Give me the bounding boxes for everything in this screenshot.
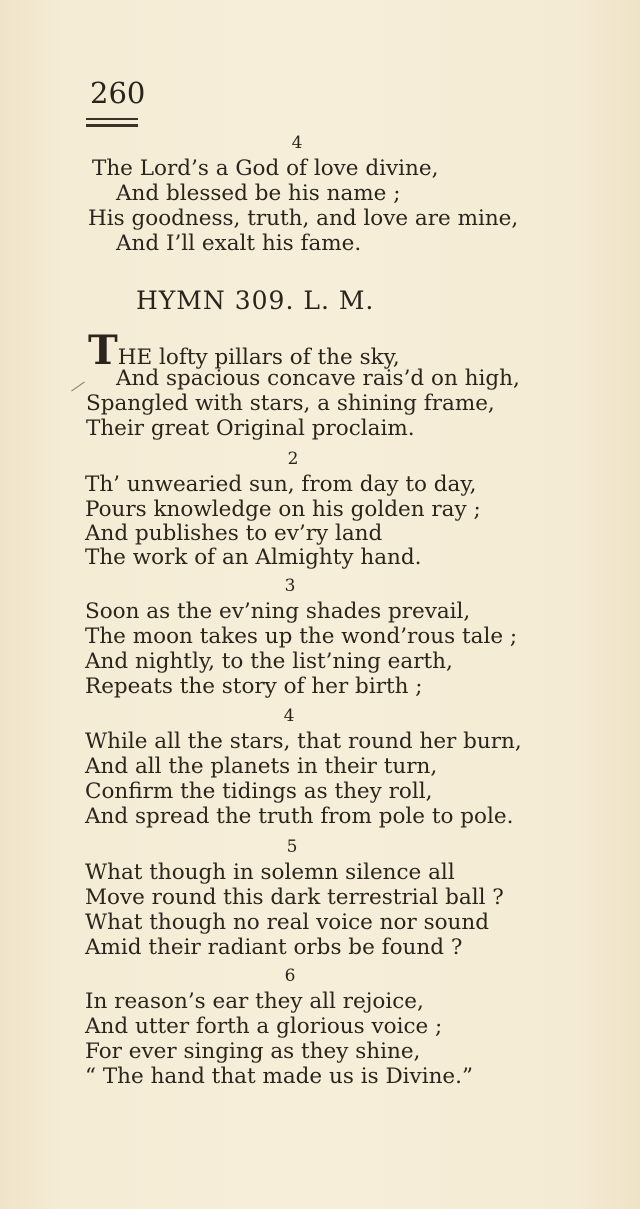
verse-line: What though no real voice nor sound [85, 910, 490, 935]
verse-line: And spread the truth from pole to pole. [85, 804, 514, 829]
stanza-number: 6 [284, 966, 296, 986]
verse-line: Pours knowledge on his golden ray ; [85, 497, 481, 522]
verse-line: Th’ unwearied sun, from day to day, [85, 472, 477, 497]
verse-line-text: HE lofty pillars of the sky, [117, 345, 400, 370]
page-number: 260 [90, 76, 146, 110]
stanza-number: 4 [291, 133, 303, 153]
verse-line: Move round this dark terrestrial ball ? [85, 885, 504, 910]
header-rule-thick [86, 124, 138, 127]
verse-line: The moon takes up the wond’rous tale ; [85, 624, 518, 649]
verse-line: His goodness, truth, and love are mine, [88, 206, 519, 231]
verse-line: “ The hand that made us is Divine.” [85, 1064, 473, 1089]
verse-line: Repeats the story of her birth ; [85, 674, 423, 699]
verse-line: What though in solemn silence all [85, 860, 455, 885]
verse-line: And blessed be his name ; [116, 181, 401, 206]
stanza-number: 2 [287, 449, 299, 469]
verse-line: Their great Original proclaim. [86, 416, 415, 441]
verse-line: Confirm the tidings as they roll, [85, 779, 433, 804]
verse-line: Soon as the ev’ning shades prevail, [85, 599, 471, 624]
verse-line: And all the planets in their turn, [85, 754, 438, 779]
verse-line: The work of an Almighty hand. [85, 545, 422, 570]
verse-line: For ever singing as they shine, [85, 1039, 421, 1064]
verse-line-first [88, 327, 400, 374]
verse-line: The Lord’s a God of love divine, [92, 156, 439, 181]
stanza-number: 5 [286, 837, 298, 857]
verse-line: And publishes to ev’ry land [85, 521, 383, 546]
verse-line: And spacious concave rais’d on high, [116, 366, 520, 391]
stanza-number: 4 [283, 706, 295, 726]
verse-line: And I’ll exalt his fame. [116, 231, 362, 256]
verse-line: Amid their radiant orbs be found ? [85, 935, 463, 960]
stanza-number: 3 [284, 576, 296, 596]
verse-line: And nightly, to the list’ning earth, [85, 649, 453, 674]
verse-line: In reason’s ear they all rejoice, [85, 989, 424, 1014]
verse-line: And utter forth a glorious voice ; [85, 1014, 443, 1039]
verse-line: While all the stars, that round her burn, [85, 729, 522, 754]
drop-cap: T [88, 327, 118, 374]
header-rule-thin [86, 118, 138, 120]
hymn-title: HYMN 309. L. M. [136, 286, 375, 315]
ink-mark [71, 382, 85, 392]
verse-line: Spangled with stars, a shining frame, [86, 391, 495, 416]
